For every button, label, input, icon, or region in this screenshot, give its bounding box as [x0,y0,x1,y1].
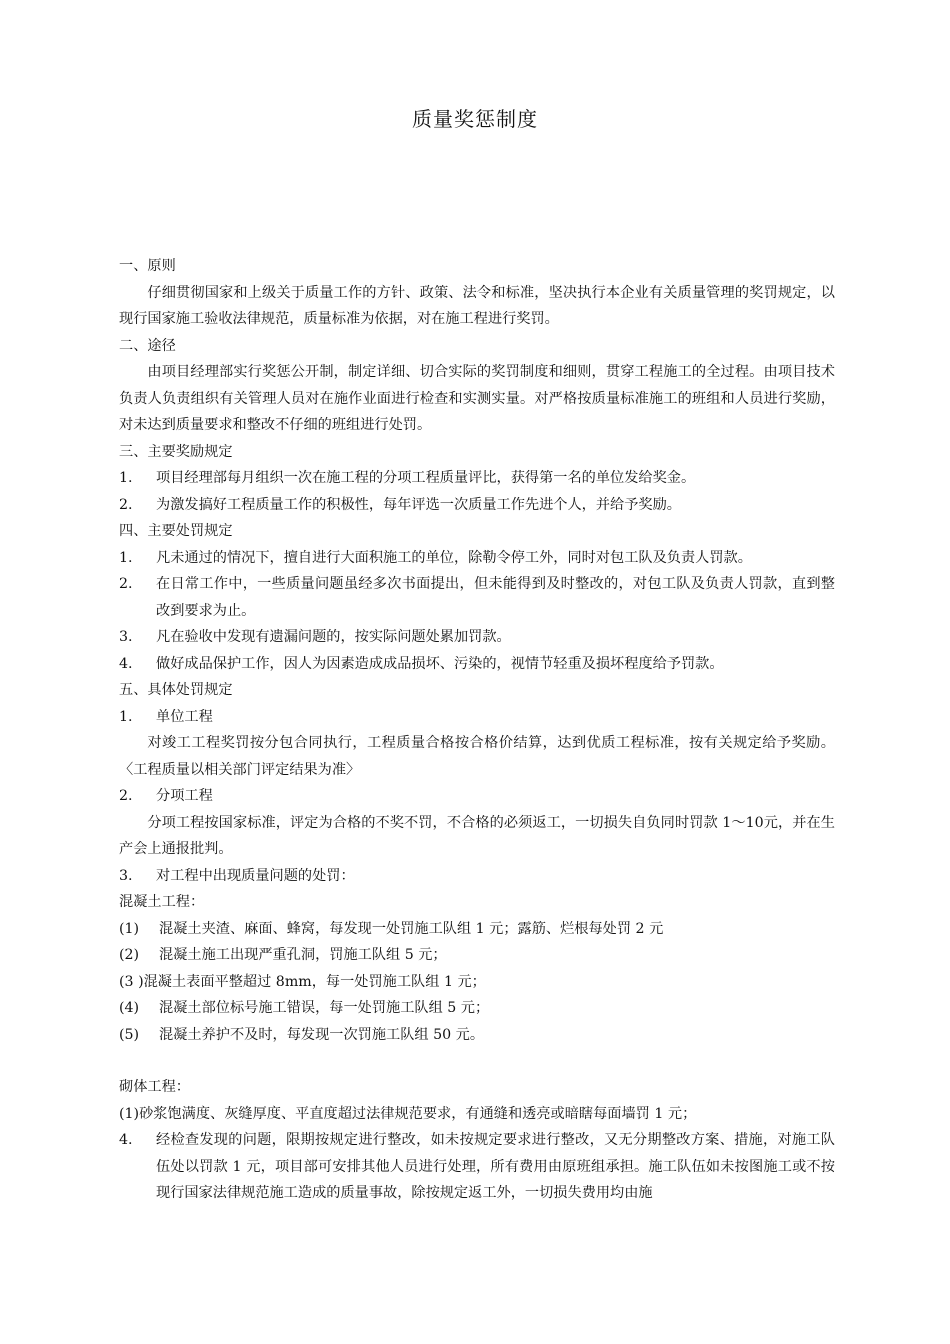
list-item-number: 4. [119,655,133,672]
section-heading-rewards: 三、主要奖励规定 [119,443,233,460]
list-item [119,916,835,943]
list-item-text: 在日常工作中，一些质量问题虽经多次书面提出，但未能得到及时整改的，对包工队及负责人罚款，直到整改到要求为止。 [156,576,835,619]
list-item-number: (5) [119,1026,140,1043]
masonry-heading: 砌体工程： [119,1079,190,1095]
list-item-number: 1. [119,549,133,566]
section-heading-penalties: 四、主要处罚规定 [119,523,233,539]
list-item [119,571,835,624]
document-body [119,253,835,1207]
section-heading-approach: 二、途径 [119,337,176,354]
subsection-paragraph-unit-project: 对竣工工程奖罚按分包合同执行，工程质量合格按合格价结算，达到优质工程标准，按有关规定给予奖励。〈工程质量以相关部门评定结果为准〉 [119,735,835,778]
list-item-text: 凡在验收中发现有遗漏问题的，按实际问题处累加罚款。 [156,629,511,645]
concrete-heading: 混凝土工程： [119,894,205,910]
list-item-number: (2) [119,947,140,963]
subsection-label: 分项工程 [156,788,213,804]
list-item [119,1127,835,1207]
section-heading-principle: 一、原则 [119,258,176,274]
document-title: 质量奖惩制度 [412,107,538,131]
list-item-number: 3. [119,629,133,645]
subsection-number: 2. [119,788,133,804]
subsection-heading-sub-project [119,783,835,810]
subsection-paragraph-sub-project: 分项工程按国家标准，评定为合格的不奖不罚，不合格的必须返工，一切损失自负同时罚款 1〜10元，并在生产会上通报批判。 [119,814,835,857]
list-item [119,624,835,651]
spacer [119,1048,835,1074]
list-item-text: 混凝土夹渣、麻面、蜂窝，每发现一处罚施工队组 1 元；露筋、烂根每处罚 2 元 [159,920,664,937]
list-item [119,969,835,996]
list-item-number: 4. [119,1132,133,1148]
list-item [119,995,835,1022]
section-paragraph-approach: 由项目经理部实行奖惩公开制，制定详细、切合实际的奖罚制度和细则，贯穿工程施工的全过程。由项目技术负责人负责组织有关管理人员对在施作业面进行检查和实测实量。对严格按质量标准施工的班组和人员进行奖励，对未达到质量要求和整改不仔细的班组进行处罚。 [119,364,835,433]
subsection-number: 3. [119,867,133,884]
list-item-number: (3 ) [119,973,144,990]
list-item-number: (4) [119,1000,140,1016]
subsection-number: 1. [119,708,133,725]
list-item-text: 经检查发现的问题，限期按规定进行整改，如未按规定要求进行整改，又无分期整改方案、措施，对施工队伍处以罚款 1 元，项目部可安排其他人员进行处理，所有费用由原班组承担。施工队伍如未按图施工或不按现行国家法律规范施工造成的质量事故，除按规定返工外，一切损失费用均由施 [156,1132,835,1201]
list-item [119,492,835,519]
list-item-text: 混凝土养护不及时，每发现一次罚施工队组 50 元。 [159,1026,485,1043]
subsection-label: 单位工程 [156,708,213,725]
list-item [119,942,835,969]
list-item-text: 混凝土表面平整超过 8mm，每一处罚施工队组 1 元； [143,973,486,990]
list-item-text: 为激发搞好工程质量工作的积极性，每年评选一次质量工作先进个人，并给予奖励。 [156,496,681,513]
masonry-item: (1)砂浆饱满度、灰缝厚度、平直度超过法律规范要求，有通缝和透亮或暗瞎每面墙罚 1 元； [119,1105,697,1122]
list-item-number: (1) [119,920,140,937]
list-item [119,1022,835,1049]
list-item-text: 混凝土施工出现严重孔洞，罚施工队组 5 元； [159,947,447,963]
list-item-text: 做好成品保护工作，因人为因素造成成品损坏、污染的，视情节轻重及损坏程度给予罚款。 [156,655,724,672]
section-heading-specific-penalties: 五、具体处罚规定 [119,682,233,698]
list-item-text: 项目经理部每月组织一次在施工程的分项工程质量评比，获得第一名的单位发给奖金。 [156,470,696,486]
list-item [119,545,835,572]
list-item-number: 2. [119,496,133,513]
subsection-heading-quality-issues [119,863,835,890]
list-item-number: 2. [119,576,133,592]
list-item [119,465,835,492]
subsection-heading-unit-project [119,704,835,731]
subsection-label: 对工程中出现质量问题的处罚： [156,867,355,884]
list-item-text: 凡未通过的情况下，擅自进行大面积施工的单位，除勒令停工外，同时对包工队及负责人罚款。 [156,549,752,566]
list-item-text: 混凝土部位标号施工错误，每一处罚施工队组 5 元； [159,1000,490,1016]
section-paragraph-principle: 仔细贯彻国家和上级关于质量工作的方针、政策、法令和标准，坚决执行本企业有关质量管理的奖罚规定，以现行国家施工验收法律规范，质量标准为依据，对在施工程进行奖罚。 [119,284,835,327]
list-item-number: 1. [119,470,133,486]
list-item [119,651,835,678]
